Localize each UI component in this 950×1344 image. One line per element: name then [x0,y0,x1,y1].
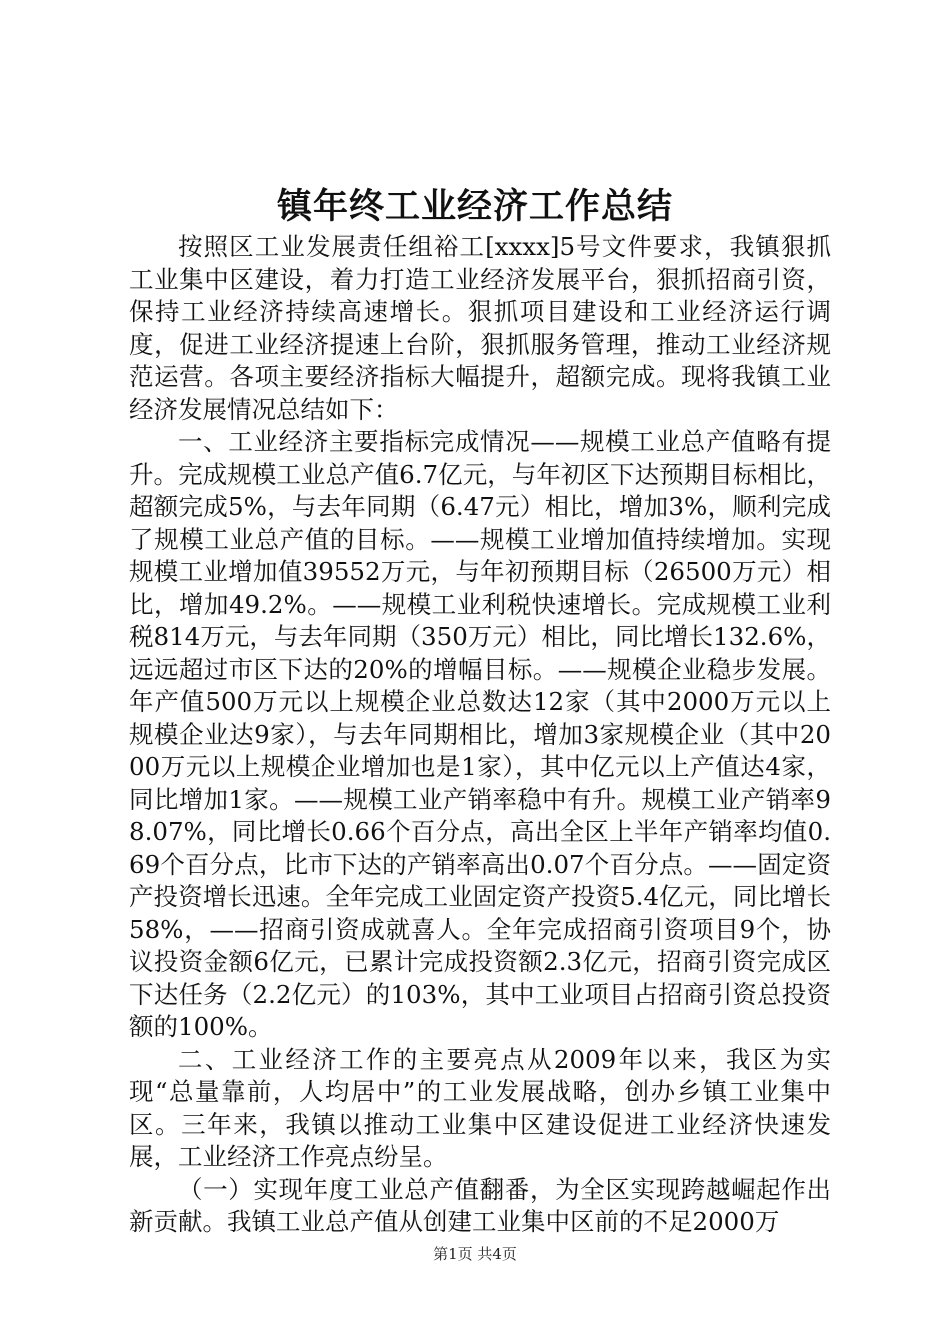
document-title: 镇年终工业经济工作总结 [276,186,673,227]
document-body [129,231,831,1239]
section-one-paragraph: （一）实现年度工业总产值翻番，为全区实现跨越崛起作出新贡献。我镇工业总产值从创建工业集中区前的不足2000万 [129,1174,831,1236]
indicators-paragraph: 一、工业经济主要指标完成情况——规模工业总产值略有提升。完成规模工业总产值6.7亿元，与年初区下达预期目标相比，超额完成5%，与去年同期（6.47元）相比，增加3%，顺利完成了规模工业总产值的目标。——规模工业增加值持续增加。实现规模工业增加值39552万元，与年初预期目标（26500万元）相比，增加49.2%。——规模工业利税快速增长。完成规模工业利税814万元，与去年同期（350万元）相比，同比增长132.6%，远远超过市区下达的20%的增幅目标。——规模企业稳步发展。年产值500万元以上规模企业总数达12家（其中2000万元以上规模企业达9家），与去年同期相比，增加3家规模企业（其中2000万元以上规模企业增加也是1家），其中亿元以上产值达4家，同比增加1家。——规模工业产销率稳中有升。规模工业产销率98.07%，同比增长0.66个百分点，高出全区上半年产销率均值0.69个百分点，比市下达的产销率高出0.07个百分点。——固定资产投资增长迅速。全年完成工业固定资产投资5.4亿元，同比增长58%，——招商引资成就喜人。全年完成招商引资项目9个，协议投资金额6亿元，已累计完成投资额2.3亿元，招商引资完成区下达任务（2.2亿元）的103%，其中工业项目占招商引资总投资额的100%。 [129,427,831,1041]
highlights-paragraph: 二、工业经济工作的主要亮点从2009年以来，我区为实现“总量靠前，人均居中”的工业发展战略，创办乡镇工业集中区。三年来，我镇以推动工业集中区建设促进工业经济快速发展，工业经济工作亮点纷呈。 [129,1044,831,1171]
page-number-footer: 第1页 共4页 [433,1245,517,1263]
intro-paragraph: 按照区工业发展责任组裕工[xxxx]5号文件要求，我镇狠抓工业集中区建设，着力打造工业经济发展平台，狠抓招商引资，保持工业经济持续高速增长。狠抓项目建设和工业经济运行调度，促进工业经济提速上台阶，狠抓服务管理，推动工业经济规范运营。各项主要经济指标大幅提升，超额完成。现将我镇工业经济发展情况总结如下： [129,232,831,424]
